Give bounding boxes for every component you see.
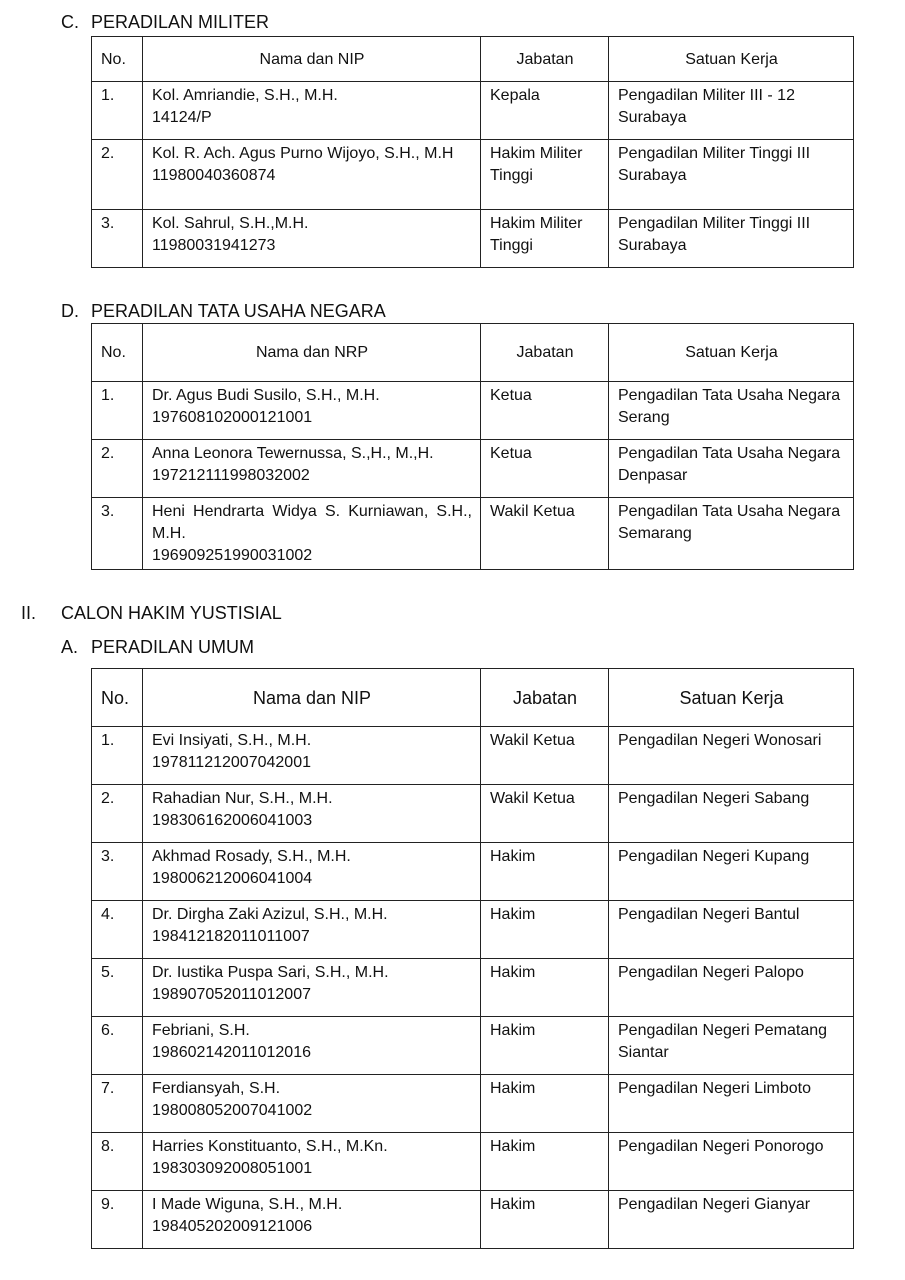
person-id: 198602142011012016 <box>152 1044 311 1061</box>
person-name: Harries Konstituanto, S.H., M.Kn. <box>152 1138 388 1155</box>
row-name-cell <box>143 382 481 440</box>
person-id: 11980031941273 <box>152 237 276 254</box>
row-position: Ketua <box>481 382 609 440</box>
person-id: 197608102000121001 <box>152 409 313 426</box>
header-name: Nama dan NIP <box>143 37 481 82</box>
table-row <box>92 382 854 440</box>
row-name-cell <box>143 82 481 140</box>
table-row <box>92 727 854 785</box>
row-unit: Pengadilan Militer Tinggi III Surabaya <box>609 140 854 210</box>
person-id: 196909251990031002 <box>152 547 313 564</box>
row-no: 2. <box>92 140 143 210</box>
table-row <box>92 140 854 210</box>
row-unit: Pengadilan Negeri Wonosari <box>609 727 854 785</box>
table-row <box>92 1075 854 1133</box>
row-position: Hakim <box>481 1133 609 1191</box>
header-no: No. <box>92 669 143 727</box>
person-name: Dr. Agus Budi Susilo, S.H., M.H. <box>152 387 380 404</box>
row-no: 1. <box>92 382 143 440</box>
section-number: D. <box>61 301 79 321</box>
part-title: CALON HAKIM YUSTISIAL <box>61 603 282 623</box>
person-id: 198412182011011007 <box>152 928 310 945</box>
header-position: Jabatan <box>481 324 609 382</box>
row-unit: Pengadilan Tata Usaha Negara Denpasar <box>609 440 854 498</box>
person-name: Akhmad Rosady, S.H., M.H. <box>152 848 351 865</box>
row-unit: Pengadilan Negeri Ponorogo <box>609 1133 854 1191</box>
section-number: C. <box>61 12 79 32</box>
person-name: Dr. Dirgha Zaki Azizul, S.H., M.H. <box>152 906 388 923</box>
part-number: II. <box>21 603 37 623</box>
table-row <box>92 843 854 901</box>
section-number: A. <box>61 637 79 657</box>
row-name-cell <box>143 1075 481 1133</box>
row-name-cell <box>143 727 481 785</box>
section-heading-c <box>61 11 269 33</box>
row-name-cell <box>143 1133 481 1191</box>
row-unit: Pengadilan Negeri Gianyar <box>609 1191 854 1249</box>
person-id: 14124/P <box>152 109 212 126</box>
row-position: Wakil Ketua <box>481 498 609 570</box>
section-title: PERADILAN UMUM <box>91 637 255 657</box>
row-name-cell <box>143 785 481 843</box>
header-unit: Satuan Kerja <box>609 669 854 727</box>
row-unit: Pengadilan Negeri Sabang <box>609 785 854 843</box>
row-position: Hakim <box>481 959 609 1017</box>
table-row <box>92 1191 854 1249</box>
row-no: 7. <box>92 1075 143 1133</box>
row-position: Hakim <box>481 901 609 959</box>
table-row <box>92 82 854 140</box>
row-position: Hakim <box>481 1191 609 1249</box>
person-name: Heni Hendrarta Widya S. Kurniawan, S.H., M.H. <box>152 503 472 542</box>
row-name-cell <box>143 1017 481 1075</box>
row-no: 4. <box>92 901 143 959</box>
row-no: 3. <box>92 498 143 570</box>
row-name-cell <box>143 210 481 268</box>
row-position: Hakim Militer Tinggi <box>481 140 609 210</box>
section-title: PERADILAN TATA USAHA NEGARA <box>91 301 386 321</box>
row-unit: Pengadilan Negeri Palopo <box>609 959 854 1017</box>
person-name: Anna Leonora Tewernussa, S.,H., M.,H. <box>152 445 434 462</box>
row-position: Hakim <box>481 843 609 901</box>
person-name: Kol. Sahrul, S.H.,M.H. <box>152 215 309 232</box>
person-name: Rahadian Nur, S.H., M.H. <box>152 790 333 807</box>
row-position: Wakil Ketua <box>481 727 609 785</box>
row-unit: Pengadilan Tata Usaha Negara Semarang <box>609 498 854 570</box>
header-unit: Satuan Kerja <box>609 324 854 382</box>
section-title: PERADILAN MILITER <box>91 12 270 32</box>
row-no: 2. <box>92 785 143 843</box>
row-name-cell <box>143 901 481 959</box>
table-header-row <box>92 669 854 727</box>
row-position: Kepala <box>481 82 609 140</box>
person-id: 197212111998032002 <box>152 467 310 484</box>
row-name-cell <box>143 498 481 570</box>
person-id: 198405202009121006 <box>152 1218 313 1235</box>
row-name-cell <box>143 1191 481 1249</box>
part-heading-ii <box>21 602 282 624</box>
table-row <box>92 901 854 959</box>
row-unit: Pengadilan Negeri Bantul <box>609 901 854 959</box>
person-id: 198008052007041002 <box>152 1102 313 1119</box>
row-position: Ketua <box>481 440 609 498</box>
row-no: 1. <box>92 727 143 785</box>
row-name-cell <box>143 140 481 210</box>
person-name: Evi Insiyati, S.H., M.H. <box>152 732 312 749</box>
row-no: 1. <box>92 82 143 140</box>
row-unit: Pengadilan Militer III - 12 Surabaya <box>609 82 854 140</box>
person-id: 11980040360874 <box>152 167 276 184</box>
section-heading-a <box>61 636 254 658</box>
header-name: Nama dan NIP <box>143 669 481 727</box>
person-id: 198306162006041003 <box>152 812 313 829</box>
person-name: Dr. Iustika Puspa Sari, S.H., M.H. <box>152 964 389 981</box>
person-id: 198303092008051001 <box>152 1160 313 1177</box>
person-name: Kol. R. Ach. Agus Purno Wijoyo, S.H., M.H <box>152 145 454 162</box>
person-id: 197811212007042001 <box>152 754 311 771</box>
military-court-table <box>91 36 854 268</box>
table-row <box>92 498 854 570</box>
row-unit: Pengadilan Negeri Pematang Siantar <box>609 1017 854 1075</box>
header-unit: Satuan Kerja <box>609 37 854 82</box>
table-header-row <box>92 324 854 382</box>
row-name-cell <box>143 440 481 498</box>
person-name: Ferdiansyah, S.H. <box>152 1080 281 1097</box>
person-name: I Made Wiguna, S.H., M.H. <box>152 1196 343 1213</box>
row-position: Hakim <box>481 1017 609 1075</box>
table-row <box>92 1017 854 1075</box>
row-name-cell <box>143 959 481 1017</box>
person-name: Febriani, S.H. <box>152 1022 250 1039</box>
row-no: 6. <box>92 1017 143 1075</box>
row-position: Wakil Ketua <box>481 785 609 843</box>
header-name: Nama dan NRP <box>143 324 481 382</box>
table-row <box>92 785 854 843</box>
row-no: 3. <box>92 210 143 268</box>
row-no: 2. <box>92 440 143 498</box>
general-court-table <box>91 668 854 1249</box>
row-unit: Pengadilan Negeri Limboto <box>609 1075 854 1133</box>
person-id: 198006212006041004 <box>152 870 313 887</box>
header-position: Jabatan <box>481 669 609 727</box>
row-position: Hakim <box>481 1075 609 1133</box>
row-no: 5. <box>92 959 143 1017</box>
section-heading-d <box>61 300 386 322</box>
table-row <box>92 440 854 498</box>
table-row <box>92 959 854 1017</box>
row-unit: Pengadilan Tata Usaha Negara Serang <box>609 382 854 440</box>
row-no: 9. <box>92 1191 143 1249</box>
table-row <box>92 1133 854 1191</box>
person-name: Kol. Amriandie, S.H., M.H. <box>152 87 338 104</box>
row-unit: Pengadilan Negeri Kupang <box>609 843 854 901</box>
row-position: Hakim Militer Tinggi <box>481 210 609 268</box>
person-id: 198907052011012007 <box>152 986 311 1003</box>
row-no: 8. <box>92 1133 143 1191</box>
administrative-court-table <box>91 323 854 570</box>
header-no: No. <box>92 324 143 382</box>
header-position: Jabatan <box>481 37 609 82</box>
row-name-cell <box>143 843 481 901</box>
table-row <box>92 210 854 268</box>
table-header-row <box>92 37 854 82</box>
row-no: 3. <box>92 843 143 901</box>
header-no: No. <box>92 37 143 82</box>
row-unit: Pengadilan Militer Tinggi III Surabaya <box>609 210 854 268</box>
